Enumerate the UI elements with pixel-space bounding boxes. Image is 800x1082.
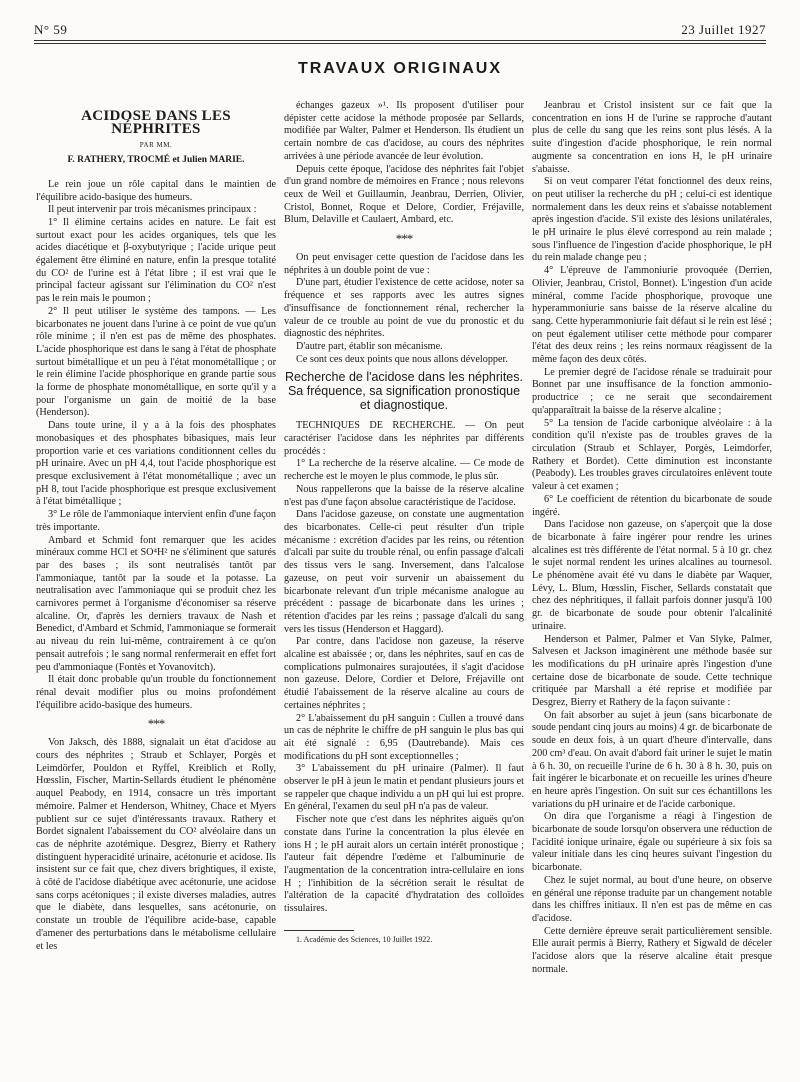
section-subheading: Recherche de l'acidose dans les néphrites. Sa fréquence, sa signification pronostique et diagnostique. <box>285 370 523 413</box>
paragraph: On dira que l'organisme a réagi à l'ingestion de bicarbonate de soude lorsqu'on observera une réduction de l'acidité ionique urinaire, égale ou supérieure à six fois sa valeur initiale dans les cinq heures suivant l'ingestion du bicarbonate. <box>532 811 772 874</box>
section-title: TRAVAUX ORIGINAUX <box>297 60 503 77</box>
paragraph: On peut envisager cette question de l'acidose dans les néphrites à un double point de vue : <box>284 252 524 276</box>
paragraph: Chez le sujet normal, au bout d'une heure, on observe en général une réponse traduite par un changement notable dans les chiffres initiaux. Il n'en est pas de même en cas d'acidose. <box>532 874 772 924</box>
column-1 <box>36 100 276 1060</box>
column-3 <box>532 100 772 1060</box>
paragraph: Cette dernière épreuve serait particulièrement sensible. Elle aurait permis à Bierry, Rathery et Sigwald de déceler l'acidose alors que la réserve alcaline était presque normale. <box>532 925 772 975</box>
paragraph: Le premier degré de l'acidose rénale se traduirait pour Bonnet par une insuffisance de la fonction ammonio-productrice ; ce ne serait que secondairement qu'apparaîtrait la baisse de la réserve alcaline ; <box>532 366 772 416</box>
paragraph: Von Jaksch, dès 1888, signalait un état d'acidose au cours des néphrites ; Straub et Schlayer, Porgès et Leimdörfer, Pouldon et Ryffel, Kreiblich et Rolly, Hœsslin, Fischer, Martin-Sellards étudient le phénomène auquel Peabody, en 1914, consacre un très important mémoire. Palmer et Henderson, Whitney, Chace et Myers publient sur ce sujet d'intéressants travaux. Rathery et Bordet signalent l'abaissement du CO² alvéolaire dans un cas de néphrite azotémique. Desgrez, Bierry et Rathery distinguent hyperacidité urinaire, acétonurie et acidose. Ils insistent sur ce fait que, chez divers brightiques, il existe, à côté de l'acidose diabétique avec acétonurie, une acidose sans corps acétoniques ; il existe diverses maladies, autres que le diabète, dans lesquelles, sans acétonurie, on constate un trouble de l'équilibre acide-base, capable d'amener des perturbations dans le métabolisme cellulaire et les <box>36 737 276 952</box>
paragraph: D'autre part, établir son mécanisme. <box>296 340 443 352</box>
paragraph: 3° Le rôle de l'ammoniaque intervient enfin d'une façon très importante. <box>36 509 276 533</box>
paragraph: 6° Le coefficient de rétention du bicarbonate de soude ingéré. <box>532 493 772 518</box>
paragraph: 2° L'abaissement du pH sanguin : Cullen a trouvé dans un cas de néphrite le chiffre de pH sanguin le plus bas qui ait été signalé : 6,95 (Dautrebande). Mais ces modifications du pH sont exceptionnelles ; <box>284 712 524 762</box>
paragraph: TECHNIQUES DE RECHERCHE. — On peut caractériser l'acidose dans les néphrites par différents procédés : <box>284 420 524 457</box>
paragraph: Le rein joue un rôle capital dans le maintien de l'équilibre acido-basique des humeurs. <box>36 178 276 203</box>
paragraph: Jeanbrau et Cristol insistent sur ce fait que la concentration en ions H de l'urine se rapproche d'autant plus de celle du sang que les reins sont plus lésés. A la suite d'ingestion d'acide phosphorique, le rein normal augmente sa concentration en ions H, le pH urinaire s'abaisse. <box>532 100 772 175</box>
paragraph: Depuis cette époque, l'acidose des néphrites fait l'objet d'un grand nombre de mémoires en France ; nous relevons ceux de Weil et Guillaumin, Jeanbrau, Derrien, Olivier, Cristol, Bonnet, Roque et Delore, Cordier, Fréjaville, Blum, Delaville et Caulaert, Ambard, etc. <box>284 163 524 226</box>
page-header <box>0 22 800 42</box>
paragraph: Il peut intervenir par trois mécanismes principaux : <box>48 204 257 216</box>
paragraph: Nous rappellerons que la baisse de la réserve alcaline n'est pas d'une façon absolue caractéristique de l'acidose. <box>284 483 524 508</box>
paragraph: 4° L'épreuve de l'ammoniurie provoquée (Derrien, Olivier, Jeanbrau, Cristol, Bonnet). L'ingestion d'un acide minéral, comme l'acide phosphorique, provoque une hyperammoniurie sans baisse de la réserve alcaline du sang. Cette hyperammoniurie fait défaut si le rein est lésé ; on peut également utiliser cette méthode pour comparer l'état des deux reins ; les reins normaux réagissent de la même façon des deux côtés. <box>532 265 772 366</box>
paragraph: 1° Il élimine certains acides en nature. Le fait est surtout exact pour les acides organiques, tels que les acides diacétique et β-oxybutyrique ; l'acide urique peut également être éliminé en nature, enfin la presque totalité du CO² de l'urine est à l'état libre ; il est vrai que le principal facteur agissant sur l'élimination du CO² n'est pas le rein mais le poumon ; <box>36 216 276 305</box>
article-title: ACIDOSE DANS LES NÉPHRITES <box>81 108 231 137</box>
paragraph: 5° La tension de l'acide carbonique alvéolaire : à la condition qu'il n'existe pas de troubles graves de la circulation (Straub et Schlayer, Porgès, Leimdorfer, Rathery et Bordet). Cette diminution est inconstante (Peabody). Les troubles graves circulatoires enlèvent toute valeur à cet examen ; <box>532 417 772 493</box>
paragraph: 2° Il peut utiliser le système des tampons. — Les bicarbonates ne jouent dans l'urine à ce point de vue qu'un rôle minime ; il n'en est pas de même des phosphates. L'acide phosphorique est dans le sang à l'état de phosphate surtout bimétallique et un peu à l'état monométallique ; or le rein élimine l'acide phosphorique en grande partie sous la forme de phosphate monométallique, en sorte qu'il y a pour l'organisme un gain de moitié de la base (Henderson). <box>36 305 276 419</box>
header-rule <box>34 40 766 41</box>
paragraph: échanges gazeux »¹. Ils proposent d'utiliser pour dépister cette acidose la méthode proposée par Sellards, modifiée par Walter, Palmer et Henderson. Ils étudient un certain nombre de cas d'acidose, au cours des néphrites arrivées à une période avancée de leur évolution. <box>284 100 524 162</box>
paragraph: Par contre, dans l'acidose non gazeuse, la réserve alcaline est abaissée ; or, dans les néphrites, sauf en cas de complications pulmonaires surajoutées, il s'agit d'acidose non gazeuse. Delore, Cordier et Delore, Fréjaville ont étudié l'abaissement de la réserve alcaline au cours de certaines néphrites ; <box>284 636 524 711</box>
footnote: 1. Académie des Sciences, 10 Juillet 1922. <box>296 934 433 944</box>
paragraph: Si on veut comparer l'état fonctionnel des deux reins, on peut utiliser la recherche du pH ; celui-ci est identique normalement dans les deux reins et s'abaisse notablement après ingestion d'acide. S'il existe des lésions unilatérales, le pH urinaire le plus élevé correspond au rein malade ; sous l'influence de l'ingestion d'acide phosphorique, le pH du rein malade change peu ; <box>532 176 772 264</box>
section-divider-stars: *** <box>395 231 413 247</box>
column-2 <box>284 100 524 1060</box>
paragraph: Il était donc probable qu'un trouble du fonctionnement rénal devait modifier plus ou moins profondément l'équilibre acido-basique des humeurs. <box>36 674 276 711</box>
issue-date: 23 Juillet 1927 <box>681 22 766 37</box>
paragraph: Ce sont ces deux points que nous allons développer. <box>296 353 508 365</box>
paragraph: Dans l'acidose non gazeuse, on s'aperçoit que la dose de bicarbonate à faire ingérer pour rendre les urines alcalines est très différente de l'état normal. 5 à 10 gr. chez le sujet normal rendent les urines alcalines au tournesol. Le phénomène avait été vu dans le diabète par Waquer, Lévy, L. Blum, Hœsslin, Fischer, Sellards constatait que chez des néphritiques, il fallait parfois donner jusqu'à 100 gr. de bicarbonate de soude pour obtenir l'alcalinité urinaire. <box>532 519 772 632</box>
paragraph: On fait absorber au sujet à jeun (sans bicarbonate de soude pendant cinq jours au moins) 4 gr. de bicarbonate de soude en deux fois, à un quart d'heure d'intervalle, dans 200 cm³ d'eau. On avait d'abord fait uriner le sujet le matin à 6 h. 30, on recueille l'urine de 6 h. 30 à 8 h. 30, puis on fait ingérer le bicarbonate et on recueille les urines d'heure en heure après l'ingestion. On suit sur ces échantillons les variations du pH urinaire et de l'acide carbonique. <box>532 709 772 810</box>
paragraph: Dans l'acidose gazeuse, on constate une augmentation des bicarbonates. Celle-ci peut résulter d'un triple mécanisme : excrétion d'acides par les reins, ou rétention d'alcali par suite du trouble rénal, ou enfin passage d'alcali des tissus vers le sang. Inversement, dans l'alcalose gazeuse, on peut voir survenir un abaissement du bicarbonate relevant d'un triple mécanisme analogue au précédent : passage de bicarbonate dans les urines ; rétention d'acides par les reins ; passage d'alcali du sang vers les tissus (Henderson et Haggard). <box>284 509 524 635</box>
article-authors: F. RATHERY, TROCMÉ et Julien MARIE. <box>67 155 245 166</box>
paragraph: Henderson et Palmer, Palmer et Van Slyke, Palmer, Salvesen et Jackson imaginèrent une méthode basée sur les modifications du pH urinaire après l'ingestion d'une certaine dose de bicarbonate de soude. Cette technique critiquée par Marshall a été reprise et modifiée par Desgrez, Bierry et Rathery de la façon suivante : <box>532 633 772 709</box>
byline-prefix: PAR MM. <box>139 141 173 150</box>
paragraph: Fischer note que c'est dans les néphrites aiguës qu'on constate dans l'urine la concentration la plus élevée en ions H ; le pH aurait alors un certain intérêt pronostique ; l'auteur fait dépendre l'œdème et l'albuminurie de l'augmentation de la concentration intra-cellulaire en ions H ; l'inhibition de la sécrétion serait le résultat de l'altération de la capacité d'hydratation des colloïdes tissulaires. <box>284 814 524 915</box>
paragraph: 1° La recherche de la réserve alcaline. — Ce mode de recherche est le moyen le plus commode, le plus sûr. <box>284 458 524 483</box>
paragraph: D'une part, étudier l'existence de cette acidose, noter sa fréquence et ses rapports avec les autres signes d'insuffisance de fonctionnement rénal, rechercher la valeur de ce trouble au point de vue du pronostic et du diagnostic des néphrites. <box>284 277 524 340</box>
issue-number: N° 59 <box>34 22 68 37</box>
footnote-rule <box>284 930 354 931</box>
section-divider-stars: *** <box>147 716 165 732</box>
paragraph: Ambard et Schmid font remarquer que les acides minéraux comme HCl et SO⁴H² ne s'éliminent que saturés par des bases ; ils sont neutralisés tantôt par l'ammoniaque, tantôt par la soude et la potasse. La neutralisation avec l'ammoniaque qui se produit chez les carnivores permet à l'organisme d'économiser sa réserve alcaline. Or, d'après les derniers travaux de Nash et Benedict, d'Ambard et Schmid, l'ammoniaque se formerait au niveau du rein lui-même, contrairement à ce qu'on pensait autrefois ; le sang normal renfermerait en effet fort peu d'ammoniaque (Fontès et Yovanovitch). <box>36 534 276 673</box>
paragraph: Dans toute urine, il y a à la fois des phosphates monobasiques et des phosphates bibasiques, mais leur proportion varie et ces variations conditionnent celles du pH urinaire. Avec un pH 4,4, tout l'acide phosphorique est presque exclusivement à l'état monométallique ; avec un pH 8, tout l'acide phosphorique est presque exclusivement à l'état bimétallique ; <box>36 420 276 508</box>
paragraph: 3° L'abaissement du pH urinaire (Palmer). Il faut observer le pH à jeun le matin et pendant plusieurs jours et se rappeler que chaque individu a un pH qui lui est propre. En général, l'examen du seul pH n'a pas de valeur. <box>284 763 524 813</box>
header-rule-second <box>34 43 766 44</box>
